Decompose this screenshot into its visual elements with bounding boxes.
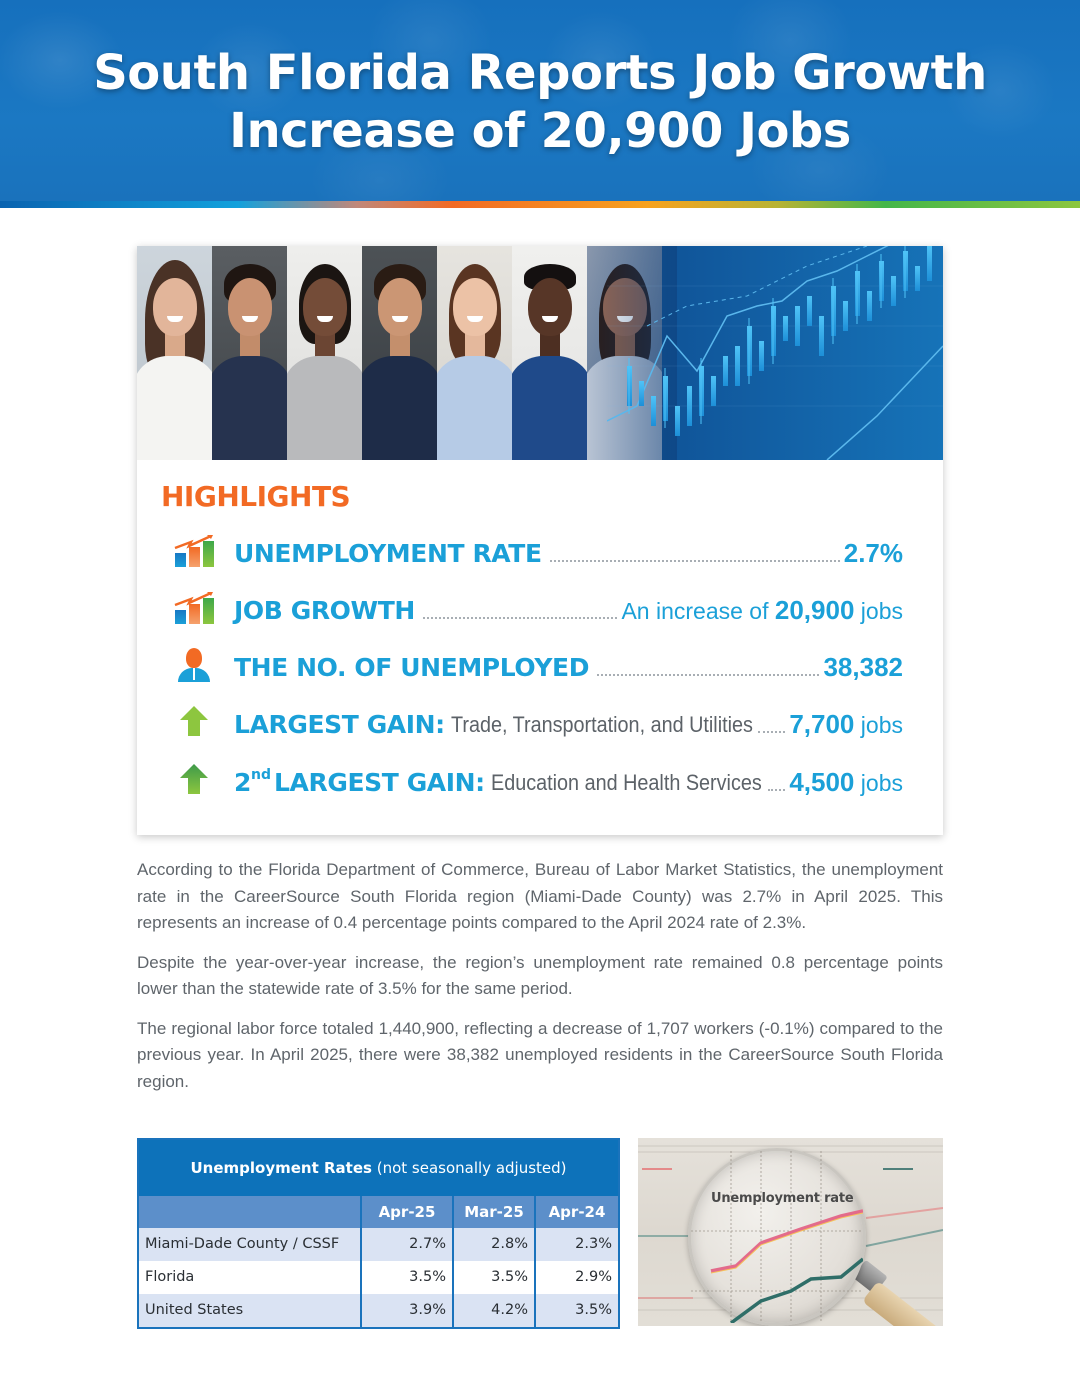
- highlight-value: 4,500 jobs: [789, 767, 903, 797]
- arrow-up-icon: [173, 763, 217, 799]
- table-row: [139, 1261, 618, 1294]
- bar-chart-growth-icon: [173, 591, 217, 627]
- highlight-label: JOB GROWTH: [234, 596, 415, 625]
- rate-cell: 3.5%: [362, 1261, 454, 1294]
- gradient-divider: [0, 201, 1080, 208]
- highlight-unemployment-rate: [173, 530, 903, 570]
- page-title-line-1: South Florida Reports Job Growth: [93, 45, 987, 101]
- column-header-mar-25: Mar-25: [454, 1196, 536, 1228]
- dot-leader: [550, 560, 840, 562]
- rate-cell: 2.3%: [575, 1236, 612, 1252]
- page-title-line-2: Increase of 20,900 Jobs: [229, 103, 851, 159]
- portrait-photo-1: [137, 246, 212, 460]
- rate-cell: 3.5%: [454, 1261, 536, 1294]
- highlight-value: 38,382: [823, 652, 903, 682]
- dot-leader: [758, 731, 785, 733]
- dot-leader: [423, 617, 618, 619]
- column-header-region: [139, 1196, 362, 1228]
- table-row: [139, 1228, 618, 1261]
- highlight-second-largest-gain: [173, 759, 903, 799]
- highlight-value: 2.7%: [843, 538, 903, 568]
- dot-leader: [597, 674, 819, 676]
- highlight-label: THE NO. OF UNEMPLOYED: [234, 653, 590, 682]
- unemployment-rates-table: [137, 1138, 620, 1329]
- stock-chart-graphic: [607, 246, 943, 460]
- magnifier-lens: [688, 1148, 866, 1326]
- paragraph-1: According to the Florida Department of Commerce, Bureau of Labor Market Statistics, the unemployment rate in the CareerSource South Florida region (Miami-Dade County) was 2.7% in April 2025. This represents an increase of 0.4 percentage points compared to the April 2024 rate of 2.3%.: [137, 860, 943, 932]
- portrait-photo-6: [512, 246, 587, 460]
- highlights-heading: HIGHLIGHTS: [161, 480, 351, 513]
- region-cell: United States: [139, 1294, 362, 1327]
- dot-leader: [768, 789, 786, 791]
- rate-cell: 2.9%: [575, 1269, 612, 1285]
- highlight-job-growth: [173, 587, 903, 627]
- rate-cell: 2.8%: [454, 1228, 536, 1261]
- person-icon: [173, 648, 217, 684]
- magnifier-unemployment-photo: [638, 1138, 943, 1326]
- highlight-number-unemployed: [173, 644, 903, 684]
- highlight-label: UNEMPLOYMENT RATE: [234, 539, 542, 568]
- paragraph-2: Despite the year-over-year increase, the region’s unemployment rate remained 0.8 percentage points lower than the statewide rate of 3.5% for the same period.: [137, 952, 943, 998]
- paragraph-3: The regional labor force totaled 1,440,900, reflecting a decrease of 1,707 workers (-0.1%) compared to the previous year. In April 2025, there were 38,382 unemployed residents in the CareerSource South Florida region.: [137, 1018, 943, 1091]
- arrow-up-icon: [173, 705, 217, 741]
- rate-cell: 3.9%: [362, 1294, 454, 1327]
- article-body: [137, 857, 943, 1108]
- column-header-apr-24: Apr-24: [548, 1203, 606, 1221]
- column-header-apr-25: Apr-25: [362, 1196, 454, 1228]
- region-cell: Florida: [139, 1261, 362, 1294]
- region-cell: Miami-Dade County / CSSF: [139, 1228, 362, 1261]
- header-banner: [0, 0, 1080, 201]
- highlight-sector: Trade, Transportation, and Utilities: [450, 712, 753, 737]
- bar-chart-growth-icon: [173, 534, 217, 570]
- page-title: [0, 44, 1080, 160]
- portrait-photo-2: [212, 246, 287, 460]
- highlight-largest-gain: [173, 701, 903, 741]
- table-header-row: [139, 1196, 618, 1228]
- rate-cell: 2.7%: [362, 1228, 454, 1261]
- highlight-sector: Education and Health Services: [490, 770, 762, 795]
- rate-cell: 4.2%: [454, 1294, 536, 1327]
- highlight-label: LARGEST GAIN:: [234, 710, 445, 739]
- magnifier-caption: Unemployment rate: [711, 1191, 854, 1206]
- highlights-card: [137, 246, 943, 835]
- portrait-photo-5: [437, 246, 512, 460]
- portrait-photo-4: [362, 246, 437, 460]
- hero-image: [137, 246, 943, 460]
- portrait-photo-3: [287, 246, 362, 460]
- highlight-value: 7,700 jobs: [789, 709, 903, 739]
- highlight-value: An increase of 20,900 jobs: [621, 595, 903, 625]
- highlights-section: [137, 460, 943, 835]
- highlight-label: 2nd LARGEST GAIN:: [234, 767, 485, 797]
- rate-cell: 3.5%: [575, 1302, 612, 1318]
- table-row: [139, 1294, 618, 1327]
- table-title: Unemployment Rates (not seasonally adjusted): [139, 1140, 618, 1196]
